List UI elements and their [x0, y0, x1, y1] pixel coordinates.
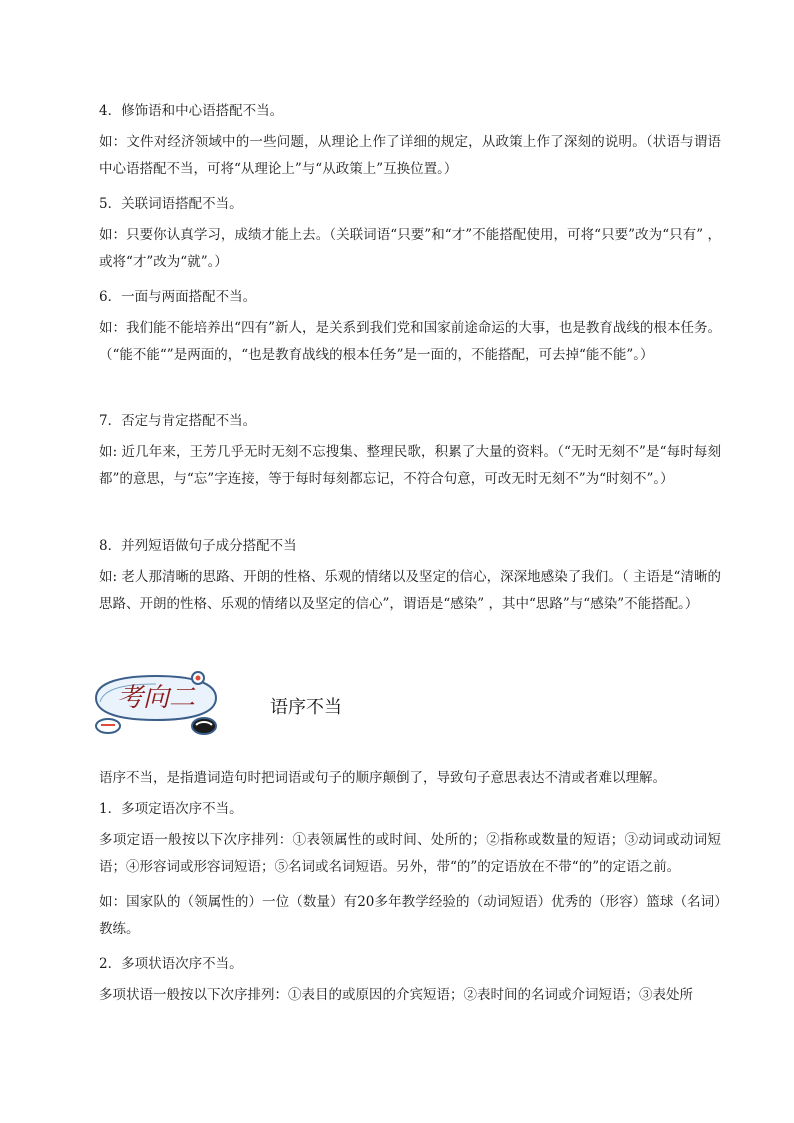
word-order-item2-title: 2．多项状语次序不当。 — [99, 956, 243, 972]
item4-example: 如：文件对经济领域中的一些问题，从理论上作了详细的规定，从政策上作了深刻的说明。（状语与谓语中心语搭配不当，可将“从理论上”与“从政策上”互换位置。） — [99, 134, 721, 177]
item8-example: 如: 老人那清晰的思路、开朗的性格、乐观的情绪以及坚定的信心，深深地感染了我们。（ 主语是“清晰的思路、开朗的性格、乐观的情绪以及坚定的信心”，谓语是“感染” ，其中“思路”与“感染”不能搭配。） — [99, 569, 721, 612]
item4-title: 4．修饰语和中心语搭配不当。 — [99, 103, 284, 119]
section-heading: 语序不当 — [270, 697, 342, 718]
word-order-intro: 语序不当，是指遣词造句时把词语或句子的顺序颠倒了，导致句子意思表达不清或者难以理解。 — [99, 770, 666, 786]
badge-label: 考向二 — [116, 683, 196, 713]
item7-example: 如: 近几年来，王芳几乎无时无刻不忘搜集、整理民歌，积累了大量的资料。（“无时无刻不”是“每时每刻都”的意思，与“忘”字连接，等于每时每刻都忘记，不符合句意，可改无时无刻不”为“时刻不”。） — [99, 444, 721, 487]
item5-title: 5．关联词语搭配不当。 — [99, 196, 243, 212]
item6-title: 6．一面与两面搭配不当。 — [99, 289, 257, 305]
section-badge — [86, 668, 226, 742]
word-order-item1-body: 多项定语一般按以下次序排列：①表领属性的或时间、处所的；②指称或数量的短语；③动词或动词短语；④形容词或形容词短语；⑤名词或名词短语。另外，带“的”的定语放在不带“的”的定语之前。 — [99, 832, 721, 875]
item6-example: 如：我们能不能培养出“四有”新人，是关系到我们党和国家前途命运的大事，也是教育战线的根本任务。（“能不能“”是两面的，“也是教育战线的根本任务”是一面的，不能搭配，可去掉“能不能”。） — [99, 320, 721, 363]
word-order-item1-example: 如：国家队的（领属性的）一位（数量）有20多年教学经验的（动词短语）优秀的（形容）篮球（名词）教练。 — [99, 894, 721, 937]
item5-example: 如：只要你认真学习，成绩才能上去。（关联词语“只要”和“才”不能搭配使用，可将“只要”改为“只有” ，或将“才”改为“就”。） — [99, 227, 721, 270]
item8-title: 8．并列短语做句子成分搭配不当 — [99, 538, 297, 554]
word-order-item1-title: 1．多项定语次序不当。 — [99, 801, 243, 817]
word-order-item2-body: 多项状语一般按以下次序排列：①表目的或原因的介宾短语；②表时间的名词或介词短语；③表处所 — [99, 987, 693, 1003]
item7-title: 7．否定与肯定搭配不当。 — [99, 413, 257, 429]
badge-graphic — [86, 668, 226, 742]
